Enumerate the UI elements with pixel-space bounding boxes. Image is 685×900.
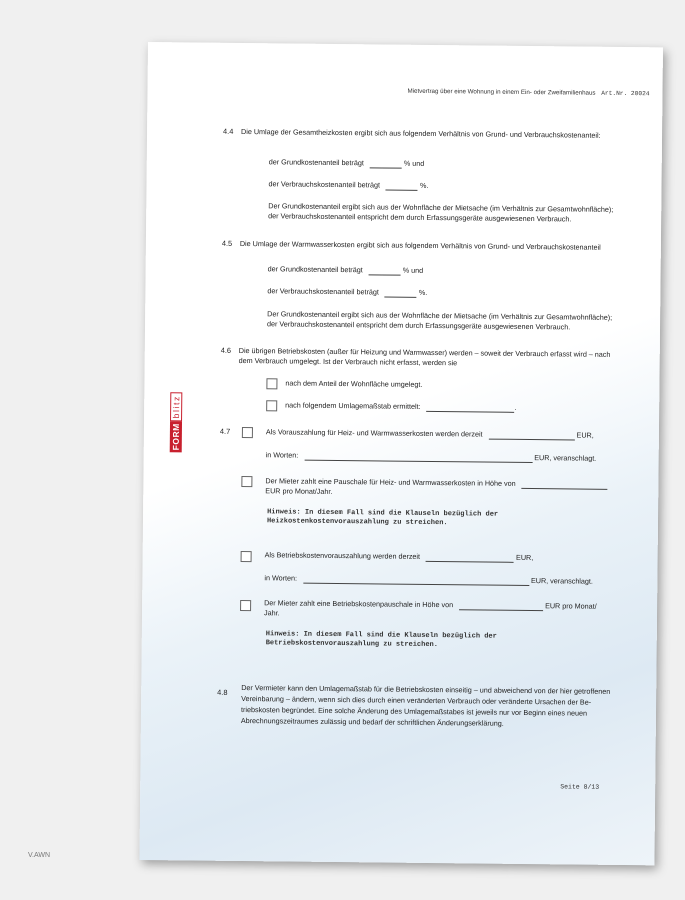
option-label: Jahr. — [263, 608, 280, 618]
amount-field[interactable] — [426, 554, 514, 563]
umlagemassstab-field[interactable] — [427, 404, 515, 413]
checkbox-betriebskosten-pauschale[interactable] — [240, 600, 251, 611]
logo-blitz-text: blitz — [170, 392, 182, 421]
amount-field[interactable] — [522, 481, 608, 490]
currency-label: EUR pro Monat/ — [545, 601, 597, 611]
verbrauchskosten-field[interactable] — [385, 289, 417, 297]
option-line: nach folgendem Umlagemaßstab ermittelt: . — [285, 400, 517, 412]
verbrauchskosten-unit: %. — [418, 287, 428, 297]
currency-label: EUR, — [515, 552, 534, 563]
grundkosten-unit: % und — [403, 158, 425, 168]
paragraph-line: Vereinbarung – ändern, wenn sich dies durch einen veränderten Verbrauch oder veränderte Ursachen der Be- — [241, 694, 592, 707]
grundkosten-line — [269, 157, 425, 169]
paragraph-line: der Verbrauchskostenanteil entspricht dem durch Erfassungsgeräte ausgewiesenen Verbrauch. — [267, 319, 571, 332]
checkbox-heizkosten-pauschale[interactable] — [241, 476, 252, 487]
option-label: Als Betriebskostenvorauszahlung werden derzeit — [264, 550, 421, 561]
verbrauchskosten-line — [267, 286, 427, 298]
option-label: nach folgendem Umlagemaßstab ermittelt: — [285, 400, 421, 411]
amount-field[interactable] — [489, 432, 575, 441]
document-page — [139, 42, 663, 865]
logo-form-text: FORM — [170, 421, 182, 452]
hint-line: Heizkostenkostenvorauszahlung zu streichen. — [266, 517, 448, 528]
section-intro: Die Umlage der Warmwasserkosten ergibt sich aus folgendem Verhältnis von Grund- und Verbrauchskostenanteil — [239, 238, 601, 252]
section-number: 4.7 — [219, 426, 231, 436]
paragraph-line: Der Grundkostenanteil ergibt sich aus der Wohnfläche der Mietsache (im Verhältnis zur Gesamtwohnfläche); — [267, 309, 613, 322]
verbrauchskosten-label: der Verbrauchskostenanteil beträgt — [268, 179, 381, 190]
grundkosten-line — [268, 264, 424, 276]
checkbox-umlagemassstab[interactable] — [266, 400, 277, 411]
section-number: 4.4 — [223, 126, 234, 136]
amount-field[interactable] — [459, 602, 543, 611]
header-title: Mietvertrag über eine Wohnung in einem Ein- oder Zweifamilienhaus — [407, 87, 596, 97]
grundkosten-field[interactable] — [370, 160, 402, 168]
grundkosten-label: der Grundkostenanteil beträgt — [267, 264, 363, 275]
option-label: Als Vorauszahlung für Heiz- und Warmwasserkosten werden derzeit — [265, 427, 483, 439]
hint-line: Hinweis: In diesem Fall sind die Klauseln bezüglich der — [265, 630, 497, 641]
currency-label: EUR, veranschlagt. — [530, 576, 593, 586]
hint-line: Betriebskostenvorauszahlung zu streichen. — [265, 639, 438, 650]
section-number: 4.8 — [217, 687, 228, 697]
in-words-label: in Worten: — [264, 573, 298, 583]
grundkosten-label: der Grundkostenanteil beträgt — [268, 157, 364, 168]
grundkosten-unit: % und — [402, 265, 424, 275]
in-words-field[interactable] — [303, 576, 529, 586]
option-label: Der Mieter zahlt eine Betriebskostenpauschale in Höhe von — [264, 598, 454, 610]
checkbox-heizkosten-vorauszahlung[interactable] — [242, 427, 253, 438]
option-label: EUR pro Monat/Jahr. — [265, 486, 333, 496]
paragraph-line: dem Verbrauch umgelegt. Ist der Verbrauch nicht erfasst, werden sie — [238, 355, 458, 368]
option-line — [266, 427, 594, 440]
in-words-field[interactable] — [304, 453, 532, 463]
paragraph-line: der Verbrauchskostenanteil entspricht dem durch Erfassungsgeräte ausgewiesenen Verbrauch. — [268, 211, 572, 224]
option-line — [265, 550, 534, 563]
header-art-number: Art.Nr. 20024 — [601, 89, 650, 98]
running-header — [407, 87, 650, 98]
currency-label: EUR, — [576, 430, 594, 440]
verbrauchskosten-unit: %. — [419, 180, 429, 190]
verbrauchskosten-label: der Verbrauchskostenanteil beträgt — [267, 286, 379, 297]
option-label: Der Mieter zahlt eine Pauschale für Heiz- und Warmwasserkosten in Höhe von — [265, 476, 516, 488]
paragraph-line: Der Vermieter kann den Umlagemaßstab für die Betriebskosten einseitig – und abweichend von der hier getroffenen — [241, 683, 611, 696]
corner-mark: V.AWN — [28, 852, 51, 859]
in-words-label: in Worten: — [265, 450, 299, 460]
formblitz-logo — [170, 392, 183, 452]
section-number: 4.5 — [221, 238, 233, 248]
option-label: nach dem Anteil der Wohnfläche umgelegt. — [285, 378, 423, 389]
paragraph-line: Die übrigen Betriebskosten (außer für Heizung und Warmwasser) werden – soweit der Verbrauch erfasst wird – nach — [238, 345, 611, 359]
checkbox-wohnflaeche[interactable] — [266, 378, 277, 389]
grundkosten-field[interactable] — [369, 267, 401, 275]
hint-line: Hinweis: In diesem Fall sind die Klauseln bezüglich der — [267, 508, 499, 519]
currency-label: EUR, veranschlagt. — [534, 453, 597, 463]
section-number: 4.6 — [220, 345, 232, 355]
paragraph-line: triebskosten begründet. Eine solche Änderung des Umlagemaßstabes ist jeweils nur vor Beginn eines neuen — [240, 705, 588, 718]
page-number: Seite 8/13 — [560, 783, 600, 791]
section-intro: Die Umlage der Gesamtheizkosten ergibt sich aus folgendem Verhältnis von Grund- und Verbrauchskostenanteil: — [241, 126, 601, 140]
verbrauchskosten-line — [268, 179, 428, 191]
paragraph-line: Abrechnungszeitraumes zulässig und bedarf der schriftlichen Änderungserklärung. — [240, 716, 504, 728]
checkbox-betriebskosten-vorauszahlung[interactable] — [241, 551, 252, 562]
option-line — [264, 598, 597, 611]
in-words-line — [264, 573, 593, 586]
verbrauchskosten-field[interactable] — [386, 183, 418, 191]
in-words-line — [266, 450, 597, 463]
paragraph-line: Der Grundkostenanteil ergibt sich aus der Wohnfläche der Mietsache (im Verhältnis zur Gesamtwohnfläche); — [268, 201, 614, 214]
